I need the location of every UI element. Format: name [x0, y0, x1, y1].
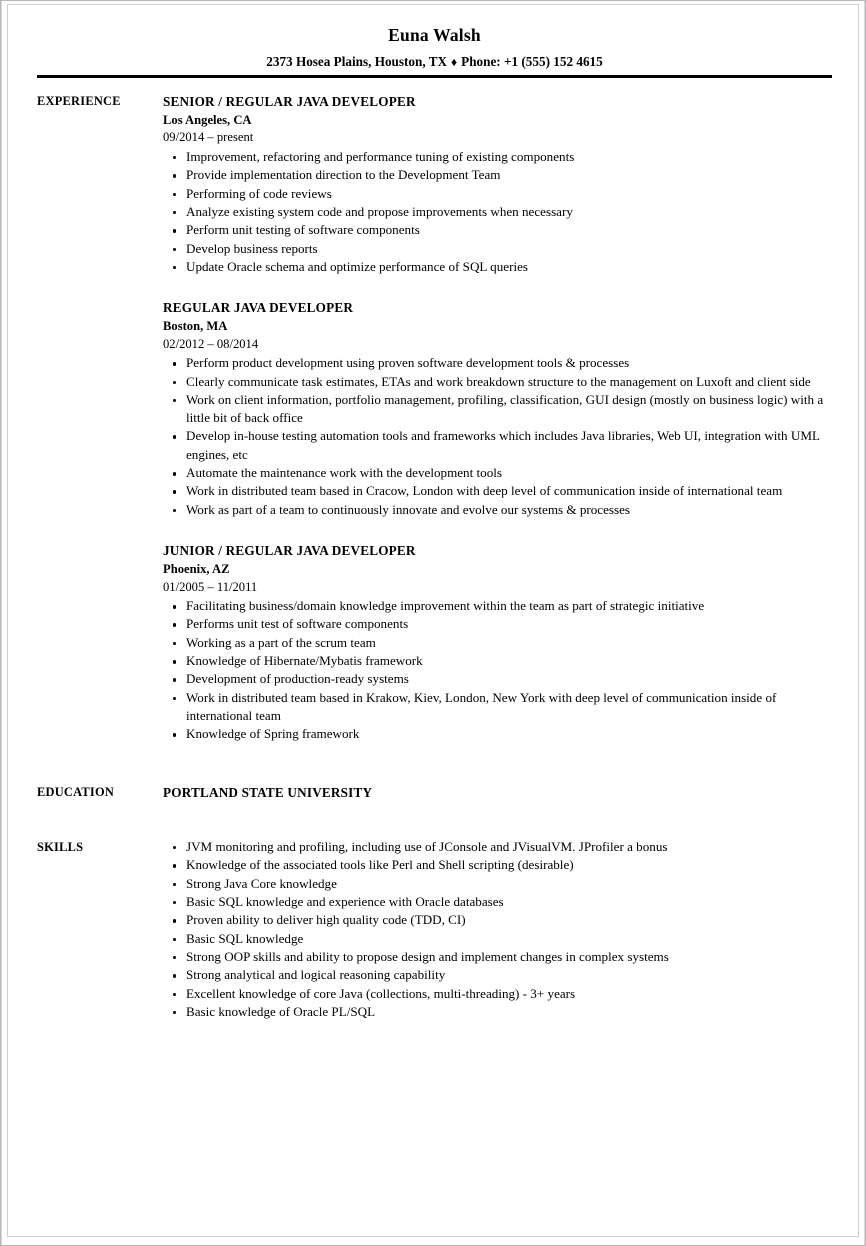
skill-item: Basic SQL knowledge [163, 930, 832, 948]
spacer-education [37, 744, 832, 783]
job-location: Phoenix, AZ [163, 562, 230, 577]
candidate-name: Euna Walsh [388, 25, 481, 45]
bullet-item: Facilitating business/domain knowledge improvement within the team as part of strategic initiative [163, 597, 832, 615]
job-title: JUNIOR / REGULAR JAVA DEVELOPER [163, 543, 416, 559]
spacer-skills [37, 802, 832, 838]
skill-item: Proven ability to deliver high quality code (TDD, CI) [163, 911, 832, 929]
skills-list [163, 838, 832, 1021]
bullet-item: Clearly communicate task estimates, ETAs and work breakdown structure to the management on Luxoft and client side [163, 373, 832, 391]
bullet-item: Update Oracle schema and optimize performance of SQL queries [163, 258, 832, 276]
document-body [37, 25, 832, 1021]
experience-entry [163, 298, 832, 519]
experience-list [163, 92, 832, 744]
bullet-item: Analyze existing system code and propose improvements when necessary [163, 203, 832, 221]
skills-section [37, 838, 832, 1021]
bullet-item: Work as part of a team to continuously innovate and evolve our systems & processes [163, 501, 832, 519]
education-school: PORTLAND STATE UNIVERSITY [163, 784, 373, 800]
job-title: SENIOR / REGULAR JAVA DEVELOPER [163, 93, 416, 109]
skills-body [163, 838, 832, 1021]
bullet-list [163, 148, 832, 276]
contact-address: 2373 Hosea Plains, Houston, TX [266, 54, 448, 69]
bullet-item: Knowledge of Spring framework [163, 725, 832, 743]
bullet-item: Development of production-ready systems [163, 670, 832, 688]
job-dates: 01/2005 – 11/2011 [163, 579, 258, 594]
page-sheet [7, 4, 859, 1237]
skill-item: JVM monitoring and profiling, including use of JConsole and JVisualVM. JProfiler a bonus [163, 838, 832, 856]
bullet-item: Work in distributed team based in Cracow, London with deep level of communication inside of international team [163, 482, 832, 500]
job-dates: 02/2012 – 08/2014 [163, 336, 259, 351]
skill-item: Strong OOP skills and ability to propose design and implement changes in complex systems [163, 948, 832, 966]
bullet-item: Performing of code reviews [163, 185, 832, 203]
contact-line [37, 54, 832, 70]
job-location: Boston, MA [163, 319, 228, 334]
bullet-item: Perform unit testing of software components [163, 221, 832, 239]
experience-entry [163, 541, 832, 744]
job-location: Los Angeles, CA [163, 112, 252, 127]
bullet-item: Improvement, refactoring and performance tuning of existing components [163, 148, 832, 166]
experience-section-label: EXPERIENCE [37, 93, 121, 108]
education-section-label: EDUCATION [37, 784, 115, 799]
bullet-list [163, 354, 832, 519]
header-divider [37, 75, 832, 78]
bullet-item: Develop in-house testing automation tools and frameworks which includes Java libraries, Web UI, integration with UML engines, etc [163, 427, 832, 464]
bullet-list [163, 597, 832, 744]
job-dates: 09/2014 – present [163, 130, 254, 145]
bullet-item: Automate the maintenance work with the development tools [163, 464, 832, 482]
bullet-item: Perform product development using proven software development tools & processes [163, 354, 832, 372]
skill-item: Strong analytical and logical reasoning capability [163, 966, 832, 984]
diamond-separator-icon: ♦ [451, 55, 458, 69]
bullet-item: Working as a part of the scrum team [163, 634, 832, 652]
contact-phone: Phone: +1 (555) 152 4615 [461, 54, 603, 69]
skills-section-label: SKILLS [37, 839, 84, 854]
job-title: REGULAR JAVA DEVELOPER [163, 300, 354, 316]
skill-item: Knowledge of the associated tools like Perl and Shell scripting (desirable) [163, 856, 832, 874]
experience-entry [163, 92, 832, 276]
bullet-item: Develop business reports [163, 240, 832, 258]
skill-item: Basic knowledge of Oracle PL/SQL [163, 1003, 832, 1021]
bullet-item: Provide implementation direction to the Development Team [163, 166, 832, 184]
skill-item: Excellent knowledge of core Java (collections, multi-threading) - 3+ years [163, 985, 832, 1003]
education-section [37, 783, 832, 802]
bullet-item: Work on client information, portfolio management, profiling, classification, GUI design (mostly on business logic) with a little bit of back office [163, 391, 832, 428]
education-list [163, 783, 832, 802]
resume-header [37, 25, 832, 78]
bullet-item: Performs unit test of software components [163, 615, 832, 633]
bullet-item: Work in distributed team based in Krakow, Kiev, London, New York with deep level of communication inside of international team [163, 689, 832, 726]
skill-item: Basic SQL knowledge and experience with Oracle databases [163, 893, 832, 911]
bullet-item: Knowledge of Hibernate/Mybatis framework [163, 652, 832, 670]
experience-section [37, 92, 832, 744]
skill-item: Strong Java Core knowledge [163, 875, 832, 893]
